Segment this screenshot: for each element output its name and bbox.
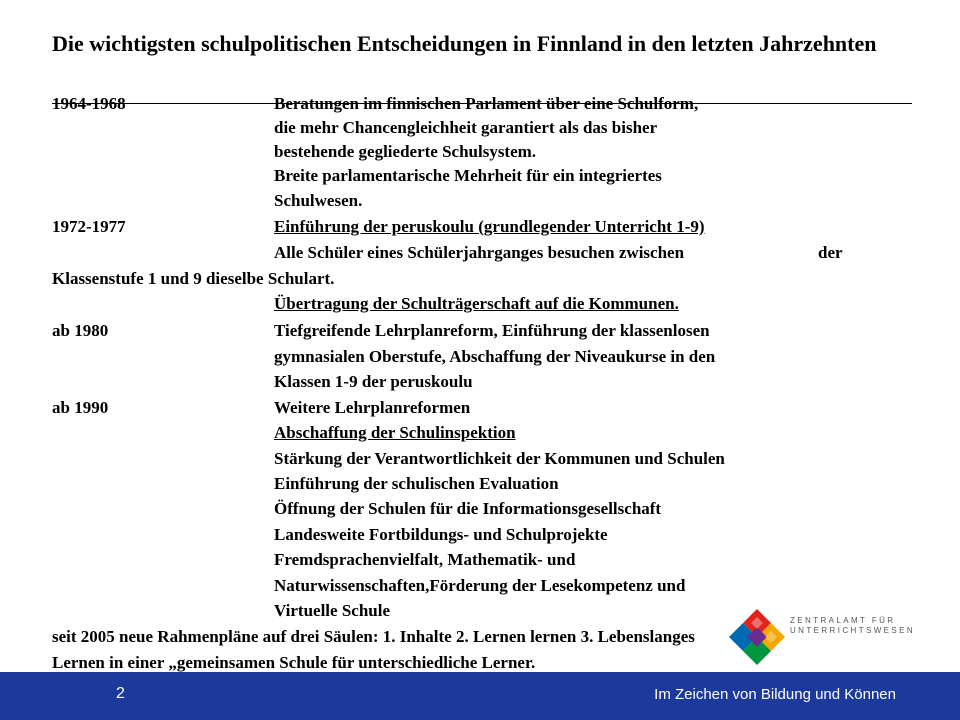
entry-line-underlined: Übertragung der Schulträgerschaft auf die Kommunen. — [274, 294, 679, 313]
entry-line: Stärkung der Verantwortlichkeit der Kommunen und Schulen — [274, 449, 725, 468]
entry-line: Tiefgreifende Lehrplanreform, Einführung der klassenlosen — [274, 321, 710, 340]
entry-line: Öffnung der Schulen für die Informationsgesellschaft — [274, 499, 662, 518]
entry-line: bestehende gegliederte Schulsystem. — [274, 142, 537, 161]
period-1964: 1964-1968 — [52, 94, 126, 113]
entry-line: Lernen in einer „gemeinsamen Schule für unterschiedliche Lerner. — [52, 653, 536, 672]
period-1972: 1972-1977 — [52, 217, 126, 236]
logo-line-2: UNTERRICHTSWESEN — [790, 626, 916, 635]
entry-line: Naturwissenschaften,Förderung der Lesekompetenz und — [274, 576, 686, 595]
entry-line: Virtuelle Schule — [274, 601, 390, 620]
entry-line: Alle Schüler eines Schülerjahrganges besuchen zwischen — [274, 243, 685, 262]
entry-line: gymnasialen Oberstufe, Abschaffung der Niveaukurse in den — [274, 347, 716, 366]
entry-line: Schulwesen. — [274, 191, 363, 210]
entry-line: Klassenstufe 1 und 9 dieselbe Schulart. — [52, 269, 335, 288]
logo-wordmark — [790, 616, 915, 636]
page-title: Die wichtigsten schulpolitischen Entscheidungen in Finnland in den letzten Jahrzehnten — [52, 31, 877, 56]
entry-line-underlined: Abschaffung der Schulinspektion — [274, 423, 516, 442]
footer-bar — [0, 672, 960, 720]
entry-line: seit 2005 neue Rahmenpläne auf drei Säulen: 1. Inhalte 2. Lernen lernen 3. Lebenslanges — [52, 627, 695, 646]
entry-line: die mehr Chancengleichheit garantiert als das bisher — [274, 118, 658, 137]
period-1990: ab 1990 — [52, 398, 109, 417]
entry-line: Weitere Lehrplanreformen — [274, 398, 471, 417]
entry-line: Fremdsprachenvielfalt, Mathematik- und — [274, 550, 576, 569]
entry-line-underlined: Einführung der peruskoulu (grundlegender Unterricht 1-9) — [274, 217, 705, 236]
logo-line-1: ZENTRALAMT FÜR — [790, 616, 896, 625]
entry-line: Breite parlamentarische Mehrheit für ein integriertes — [274, 166, 662, 185]
entry-line: Klassen 1-9 der peruskoulu — [274, 372, 473, 391]
entry-line: Einführung der schulischen Evaluation — [274, 474, 559, 493]
footer-tagline: Im Zeichen von Bildung und Können — [654, 686, 896, 703]
period-1980: ab 1980 — [52, 321, 109, 340]
entry-line: Landesweite Fortbildungs- und Schulprojekte — [274, 525, 608, 544]
entry-line: Beratungen im finnischen Parlament über eine Schulform, — [274, 94, 699, 113]
entry-line: der — [818, 243, 843, 262]
page-number: 2 — [116, 685, 125, 702]
